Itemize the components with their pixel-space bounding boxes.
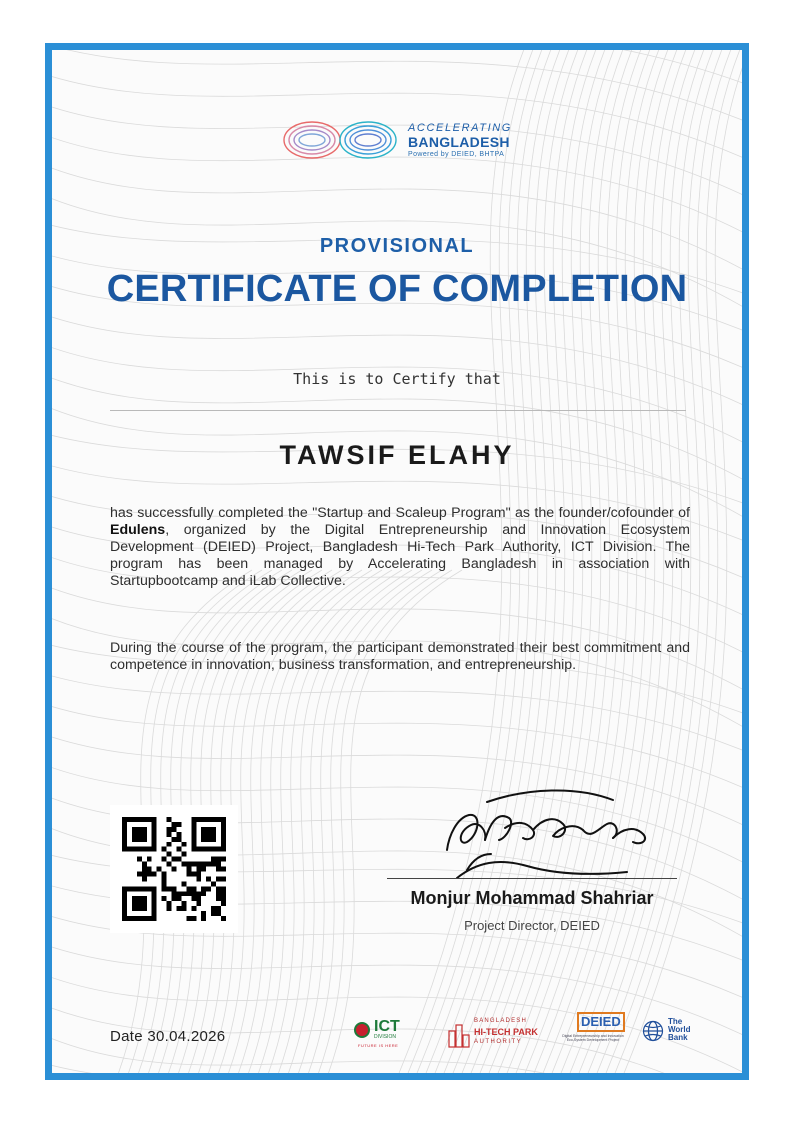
signatory-role: Project Director, DEIED: [464, 918, 600, 933]
qr-code[interactable]: [110, 805, 238, 933]
wb-line-1: The: [668, 1017, 683, 1026]
ict-logo-subtext: DIVISION: [374, 1034, 396, 1040]
building-icon: [447, 1023, 471, 1049]
world-bank-logo: [642, 1018, 702, 1052]
company-name: Edulens: [110, 522, 166, 538]
certificate-title: CERTIFICATE OF COMPLETION: [106, 268, 688, 310]
certificate-frame: [45, 43, 749, 1080]
htp-line-1: BANGLADESH: [474, 1018, 528, 1024]
wb-line-3: Bank: [668, 1033, 688, 1042]
globe-icon: [642, 1020, 664, 1042]
para1-before: has successfully completed the "Startup and Scaleup Program" as the founder/cofounder of: [110, 505, 690, 521]
deied-logo: [560, 1012, 626, 1052]
htp-line-3: AUTHORITY: [474, 1039, 523, 1045]
divider-line: [110, 410, 686, 411]
recipient-name: TAWSIF ELAHY: [279, 440, 515, 470]
hi-tech-park-logo: [447, 1017, 547, 1053]
infinity-logo-icon: [280, 115, 405, 165]
para1-after: , organized by the Digital Entrepreneurship and Innovation Ecosystem Development (DEIED) Project, Bangladesh Hi-Tech Park Authority, ICT Division. The program has been managed by Accelerating Bangladesh in association with Startupbootcamp and iLab Collective.: [110, 522, 690, 589]
logo-line-2: BANGLADESH: [408, 134, 510, 150]
ict-division-logo: [354, 1018, 422, 1052]
completion-paragraph: [110, 505, 690, 590]
logo-line-1: ACCELERATING: [408, 122, 512, 134]
deied-subtext: Digital Entrepreneurship and Innovation Eco-System Development Project: [562, 1034, 624, 1042]
issue-date: Date 30.04.2026: [110, 1028, 226, 1045]
ict-tagline: FUTURE IS HERE: [358, 1043, 399, 1048]
wb-line-2: World: [668, 1025, 691, 1034]
qr-code-icon: [122, 817, 226, 921]
signature-image: [387, 780, 692, 880]
accelerating-bangladesh-logo: [280, 115, 530, 165]
ict-logo-text: ICT: [374, 1018, 400, 1035]
signatory-name: Monjur Mohammad Shahriar: [410, 888, 654, 908]
world-bank-text: [668, 1018, 691, 1042]
bangladesh-seal-icon: [354, 1022, 370, 1038]
signature-line: [387, 878, 677, 879]
certify-line: This is to Certify that: [293, 370, 501, 388]
deied-logo-text: DEIED: [577, 1012, 625, 1032]
logo-line-3: Powered by DEIED, BHTPA: [408, 151, 505, 158]
htp-line-2: HI-TECH PARK: [474, 1027, 538, 1037]
commitment-paragraph: During the course of the program, the participant demonstrated their best commitment and competence in innovation, business transformation, and entrepreneurship.: [110, 640, 690, 673]
provisional-label: PROVISIONAL: [319, 235, 475, 257]
